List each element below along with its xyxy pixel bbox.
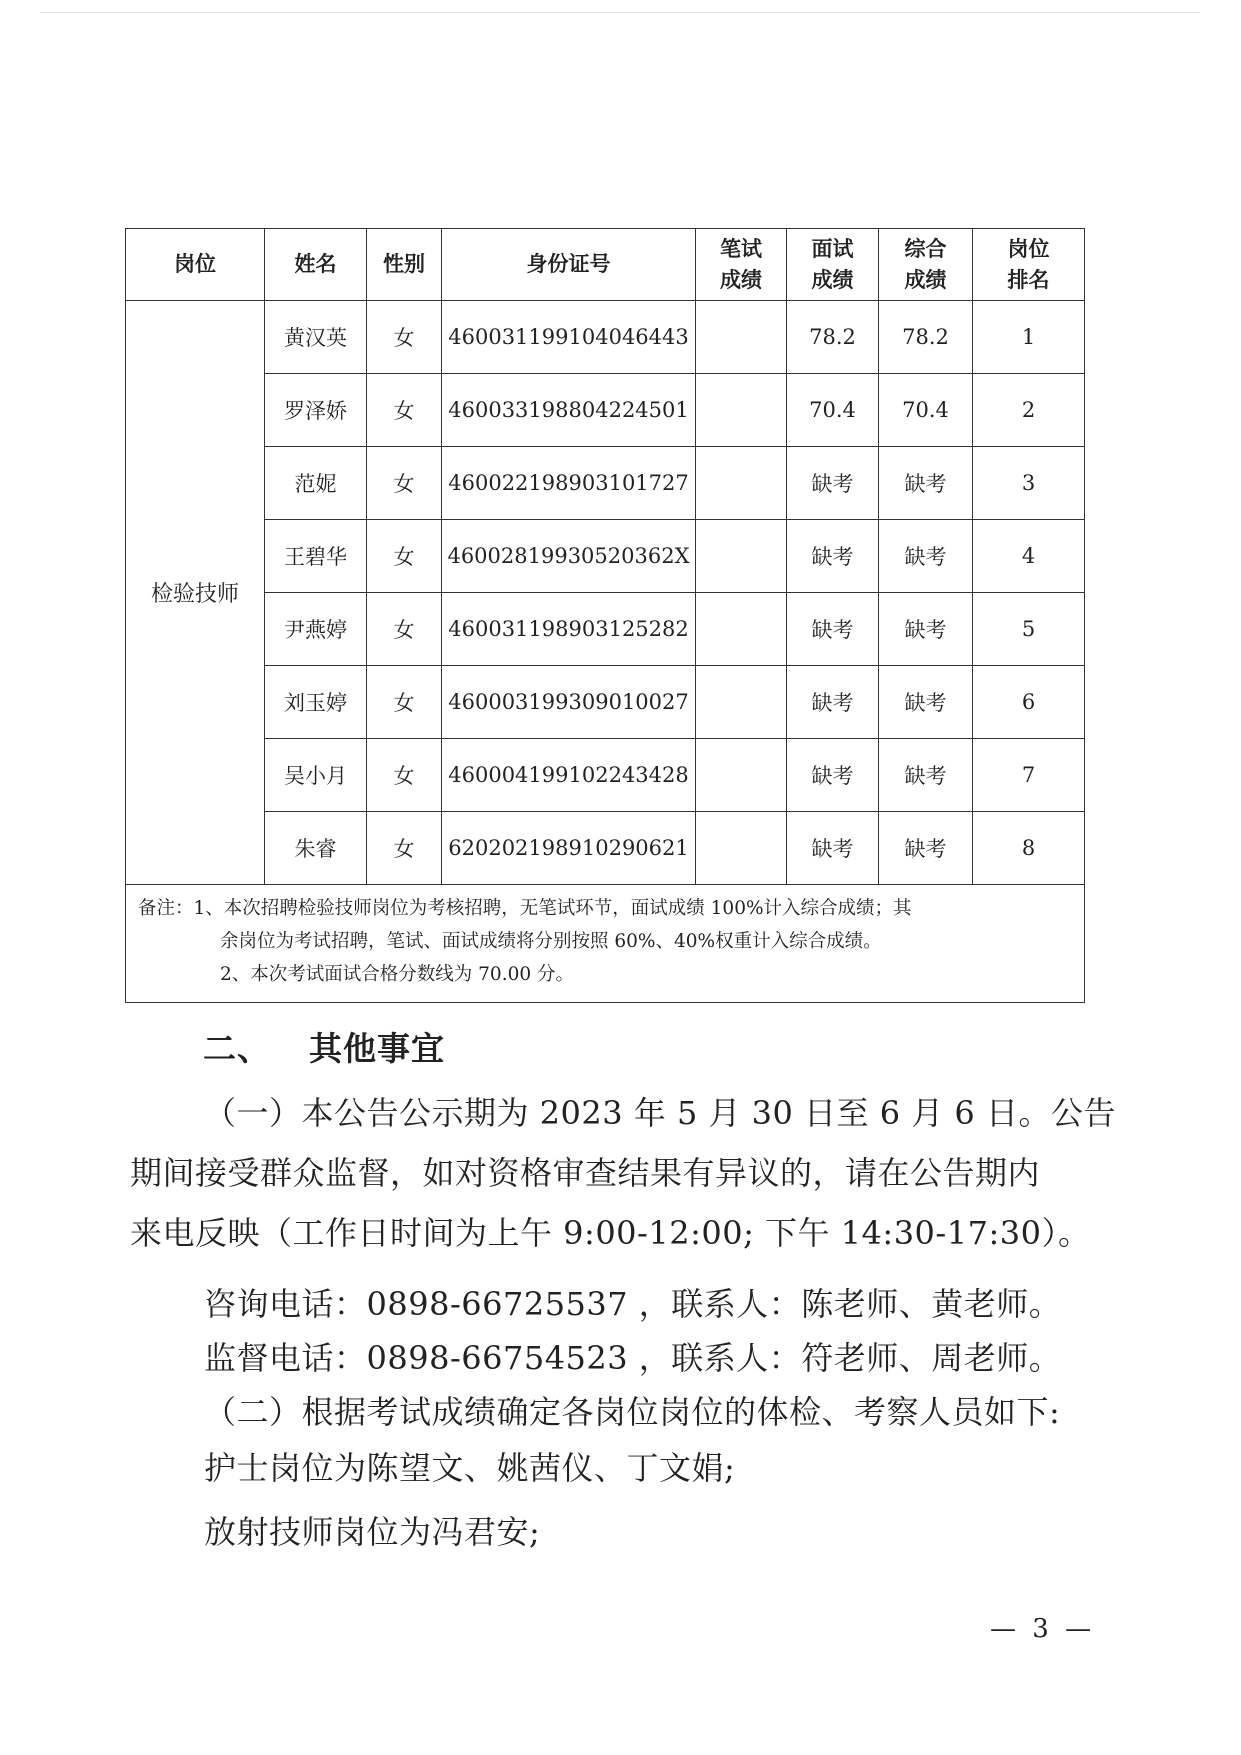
cell-name: 范妮 [265,447,367,520]
cell-id-number: 460033198804224501 [442,374,696,447]
cell-total-score: 缺考 [879,593,973,666]
table-row [126,593,1085,666]
paragraph-line: 来电反映（工作日时间为上午 9:00-12:00; 下午 14:30-17:30）。 [130,1214,1091,1252]
cell-written-score [696,520,787,593]
cell-rank: 6 [973,666,1085,739]
body-text [130,1083,1116,1559]
position-cell: 检验技师 [126,301,265,885]
cell-written-score [696,593,787,666]
cell-gender: 女 [367,666,442,739]
cell-id-number: 460031198903125282 [442,593,696,666]
cell-gender: 女 [367,301,442,374]
cell-rank: 2 [973,374,1085,447]
paragraph-candidates-intro: （二）根据考试成绩确定各岗位岗位的体检、考察人员如下: [204,1393,1061,1431]
cell-name: 罗泽娇 [265,374,367,447]
supervise-phone-line: 监督电话：0898-66754523 ，联系人：符老师、周老师。 [204,1339,1062,1377]
section-heading [203,1023,445,1070]
cell-gender: 女 [367,520,442,593]
cell-rank: 4 [973,520,1085,593]
table-row [126,374,1085,447]
cell-gender: 女 [367,593,442,666]
section-title: 其他事宜 [309,1029,445,1068]
cell-written-score [696,666,787,739]
cell-gender: 女 [367,812,442,885]
cell-id-number: 460031199104046443 [442,301,696,374]
cell-total-score: 78.2 [879,301,973,374]
note-line-2: 余岗位为考试招聘，笔试、面试成绩将分别按照 60%、40%权重计入综合成绩。 [220,930,882,952]
cell-id-number: 460004199102243428 [442,739,696,812]
scan-top-rule [40,12,1200,13]
cell-name: 刘玉婷 [265,666,367,739]
radiology-candidates-line: 放射技师岗位为冯君安; [204,1513,541,1551]
table-row [126,666,1085,739]
cell-written-score [696,301,787,374]
cell-gender: 女 [367,374,442,447]
paragraph-line: 期间接受群众监督，如对资格审查结果有异议的，请在公告期内 [130,1154,1041,1192]
header-interview-score: 面试 成绩 [787,229,879,301]
header-position: 岗位 [126,229,265,301]
cell-written-score [696,812,787,885]
cell-interview-score: 70.4 [787,374,879,447]
cell-name: 王碧华 [265,520,367,593]
cell-total-score: 缺考 [879,520,973,593]
consult-phone-line: 咨询电话：0898-66725537 ，联系人：陈老师、黄老师。 [204,1285,1062,1323]
cell-id-number: 620202198910290621 [442,812,696,885]
cell-gender: 女 [367,739,442,812]
table-notes-row [126,885,1085,1003]
header-gender: 性别 [367,229,442,301]
table-notes [126,885,1085,1003]
cell-total-score: 缺考 [879,739,973,812]
cell-name: 黄汉英 [265,301,367,374]
cell-id-number: 460022198903101727 [442,447,696,520]
cell-total-score: 缺考 [879,666,973,739]
cell-written-score [696,739,787,812]
header-rank: 岗位 排名 [973,229,1085,301]
table-row [126,447,1085,520]
cell-rank: 8 [973,812,1085,885]
cell-rank: 1 [973,301,1085,374]
score-table [125,228,1085,1003]
table-row [126,812,1085,885]
note-line-3: 2、本次考试面试合格分数线为 70.00 分。 [220,963,574,985]
cell-rank: 3 [973,447,1085,520]
cell-name: 吴小月 [265,739,367,812]
table-row [126,520,1085,593]
header-name: 姓名 [265,229,367,301]
cell-interview-score: 缺考 [787,666,879,739]
nurse-candidates-line: 护士岗位为陈望文、姚茜仪、丁文娟; [204,1449,736,1487]
cell-interview-score: 缺考 [787,739,879,812]
cell-written-score [696,374,787,447]
cell-total-score: 缺考 [879,812,973,885]
paragraph-line: （一）本公告公示期为 2023 年 5 月 30 日至 6 月 6 日。公告 [204,1094,1116,1132]
header-total-score: 综合 成绩 [879,229,973,301]
cell-total-score: 70.4 [879,374,973,447]
paragraph-announcement-period [130,1083,1116,1263]
cell-interview-score: 缺考 [787,520,879,593]
cell-id-number: 46002819930520362X [442,520,696,593]
cell-gender: 女 [367,447,442,520]
cell-rank: 7 [973,739,1085,812]
cell-name: 朱睿 [265,812,367,885]
note-line-1: 备注：1、本次招聘检验技师岗位为考核招聘，无笔试环节，面试成绩 100%计入综合成绩；其 [138,898,912,919]
cell-written-score [696,447,787,520]
table-row [126,739,1085,812]
header-written-score: 笔试 成绩 [696,229,787,301]
table-header-row [126,229,1085,301]
cell-rank: 5 [973,593,1085,666]
cell-name: 尹燕婷 [265,593,367,666]
cell-id-number: 460003199309010027 [442,666,696,739]
cell-total-score: 缺考 [879,447,973,520]
contact-block [130,1277,1090,1559]
cell-interview-score: 缺考 [787,593,879,666]
table-row [126,301,1085,374]
page-number: — 3 — [990,1614,1096,1644]
section-number: 二、 [203,1029,271,1068]
header-id-number: 身份证号 [442,229,696,301]
cell-interview-score: 78.2 [787,301,879,374]
cell-interview-score: 缺考 [787,447,879,520]
cell-interview-score: 缺考 [787,812,879,885]
